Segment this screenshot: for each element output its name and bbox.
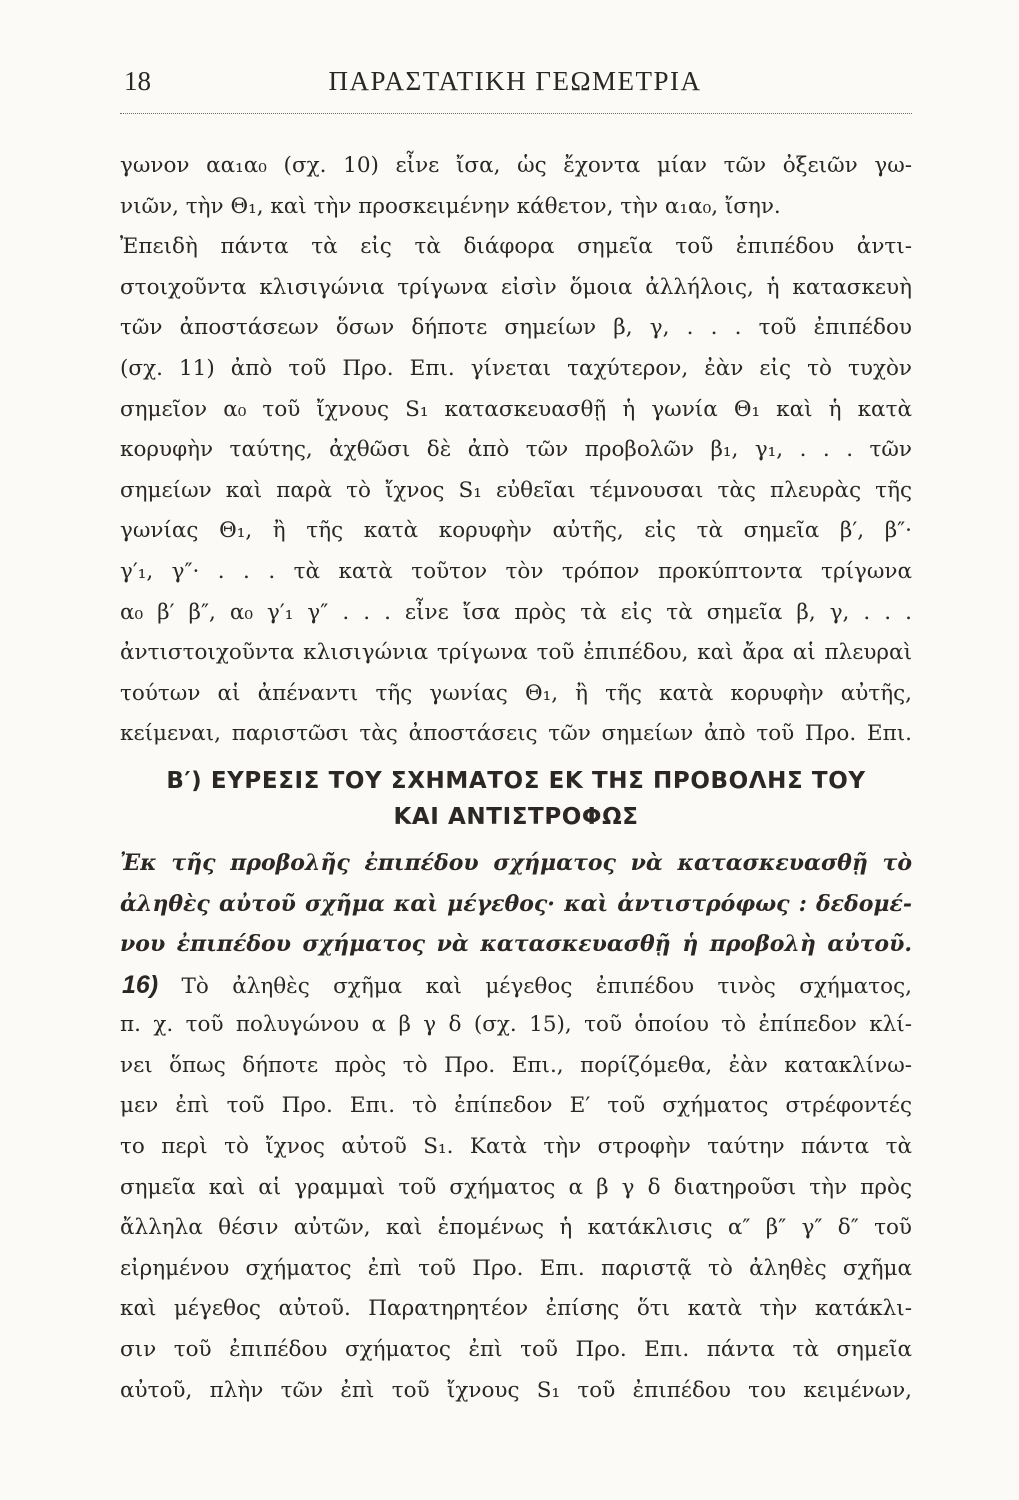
- problem-statement: [120, 843, 912, 965]
- text-line: Ἐπειδὴ πάντα τὰ εἰς τὰ διάφορα σημεῖα τοῦ ἐπιπέδου ἀντι-: [120, 234, 912, 260]
- page-number: 18: [124, 66, 151, 96]
- text-line: κορυφὴν ταύτης, ἀχθῶσι δὲ ἀπὸ τῶν προβολῶν β₁, γ₁, . . . τῶν: [120, 437, 912, 463]
- problem-line: νου ἐπιπέδου σχήματος νὰ κατασκευασθῇ ἡ προβολὴ αὐτοῦ.: [120, 931, 912, 958]
- text-line: σημεῖον α₀ τοῦ ἴχνους S₁ κατασκευασθῇ ἡ γωνία Θ₁ καὶ ἡ κατὰ: [120, 396, 912, 422]
- text-line: καὶ μέγεθος αὐτοῦ. Παρατηρητέον ἐπίσης ὅτι κατὰ τὴν κατάκλι-: [120, 1296, 912, 1322]
- section-heading-line-2: ΚΑΙ ΑΝΤΙΣΤΡΟΦΩΣ: [393, 803, 639, 830]
- text-line: κείμεναι, παριστῶσι τὰς ἀποστάσεις τῶν σημείων ἀπὸ τοῦ Προ. Επι.: [120, 721, 912, 747]
- text-line: γ′₁, γ″· . . . τὰ κατὰ τοῦτον τὸν τρόπον προκύπτοντα τρίγωνα: [120, 558, 912, 584]
- paragraph-16: [120, 965, 912, 1412]
- text-line: αὐτοῦ, πλὴν τῶν ἐπὶ τοῦ ἴχνους S₁ τοῦ ἐπιπέδου του κειμένων,: [120, 1377, 912, 1403]
- text-line: γωνον αα₁α₀ (σχ. 10) εἶνε ἴσα, ὡς ἔχοντα μίαν τῶν ὀξειῶν γω-: [120, 153, 912, 178]
- text-line: εἰρημένου σχήματος ἐπὶ τοῦ Προ. Επι. παριστᾷ τὸ ἀληθὲς σχῆμα: [120, 1255, 912, 1281]
- text-line: σημεῖα καὶ αἱ γραμμαὶ τοῦ σχήματος α β γ δ διατηροῦσι τὴν πρὸς: [120, 1174, 912, 1200]
- text-line: νιῶν, τὴν Θ₁, καὶ τὴν προσκειμένην κάθετον, τὴν α₁α₀, ἴσην.: [120, 193, 781, 219]
- text-line: σημείων καὶ παρὰ τὸ ἴχνος S₁ εὐθεῖαι τέμνουσαι τὰς πλευρὰς τῆς: [120, 477, 912, 503]
- header-rule: [120, 113, 912, 114]
- running-header: [120, 62, 910, 106]
- text-line: π. χ. τοῦ πολυγώνου α β γ δ (σχ. 15), τοῦ ὁποίου τὸ ἐπίπεδον κλί-: [120, 1012, 912, 1038]
- text-line: στοιχοῦντα κλισιγώνια τρίγωνα εἰσὶν ὅμοια ἀλλήλοις, ἡ κατασκευὴ: [120, 274, 912, 300]
- text-line: (σχ. 11) ἀπὸ τοῦ Προ. Επι. γίνεται ταχύτερον, ἐὰν εἰς τὸ τυχὸν: [120, 355, 912, 381]
- text-line: τῶν ἀποστάσεων ὅσων δήποτε σημείων β, γ, . . . τοῦ ἐπιπέδου: [120, 315, 912, 341]
- text-line: σιν τοῦ ἐπιπέδου σχήματος ἐπὶ τοῦ Προ. Επι. πάντα τὰ σημεῖα: [120, 1337, 912, 1363]
- text-line: ἄλληλα θέσιν αὐτῶν, καὶ ἑπομένως ἡ κατάκλισις α″ β″ γ″ δ″ τοῦ: [120, 1215, 912, 1241]
- section-heading: [120, 763, 912, 835]
- text-line: μεν ἐπὶ τοῦ Προ. Επι. τὸ ἐπίπεδον Ε′ τοῦ σχήματος στρέφοντές: [120, 1093, 912, 1119]
- page-body: [120, 146, 912, 1411]
- text-line: ἀντιστοιχοῦντα κλισιγώνια τρίγωνα τοῦ ἐπιπέδου, καὶ ἄρα αἱ πλευραὶ: [120, 640, 912, 666]
- text-line: τούτων αἱ ἀπέναντι τῆς γωνίας Θ₁, ἢ τῆς κατὰ κορυφὴν αὐτῆς,: [120, 680, 912, 706]
- paragraph-continued: [120, 146, 912, 755]
- problem-line: Ἐκ τῆς προβολῆς ἐπιπέδου σχήματος νὰ κατασκευασθῇ τὸ: [120, 849, 912, 876]
- text-line: α₀ β′ β″, α₀ γ′₁ γ″ . . . εἶνε ἴσα πρὸς τὰ εἰς τὰ σημεῖα β, γ, . . .: [120, 599, 912, 625]
- first-line-text: Τὸ ἀληθὲς σχῆμα καὶ μέγεθος ἐπιπέδου τινὸς σχήματος,: [181, 973, 912, 999]
- section-heading-line-1: Β′) ΕΥΡΕΣΙΣ ΤΟΥ ΣΧΗΜΑΤΟΣ ΕΚ ΤΗΣ ΠΡΟΒΟΛΗΣ ΤΟΥ: [166, 767, 866, 794]
- text-line: γωνίας Θ₁, ἢ τῆς κατὰ κορυφὴν αὐτῆς, εἰς τὰ σημεῖα β′, β″·: [120, 518, 912, 544]
- text-line-first: [120, 965, 912, 1006]
- subsection-number: 16): [122, 970, 159, 999]
- running-title: ΠΑΡΑΣΤΑΤΙΚΗ ΓΕΩΜΕΤΡΙΑ: [328, 66, 702, 96]
- problem-line: ἀληθὲς αὐτοῦ σχῆμα καὶ μέγεθος· καὶ ἀντιστρόφως : δεδομέ-: [120, 890, 912, 917]
- text-line: το περὶ τὸ ἴχνος αὐτοῦ S₁. Κατὰ τὴν στροφὴν ταύτην πάντα τὰ: [120, 1134, 912, 1160]
- text-line: νει ὅπως δήποτε πρὸς τὸ Προ. Επι., πορίζόμεθα, ἐὰν κατακλίνω-: [120, 1052, 912, 1078]
